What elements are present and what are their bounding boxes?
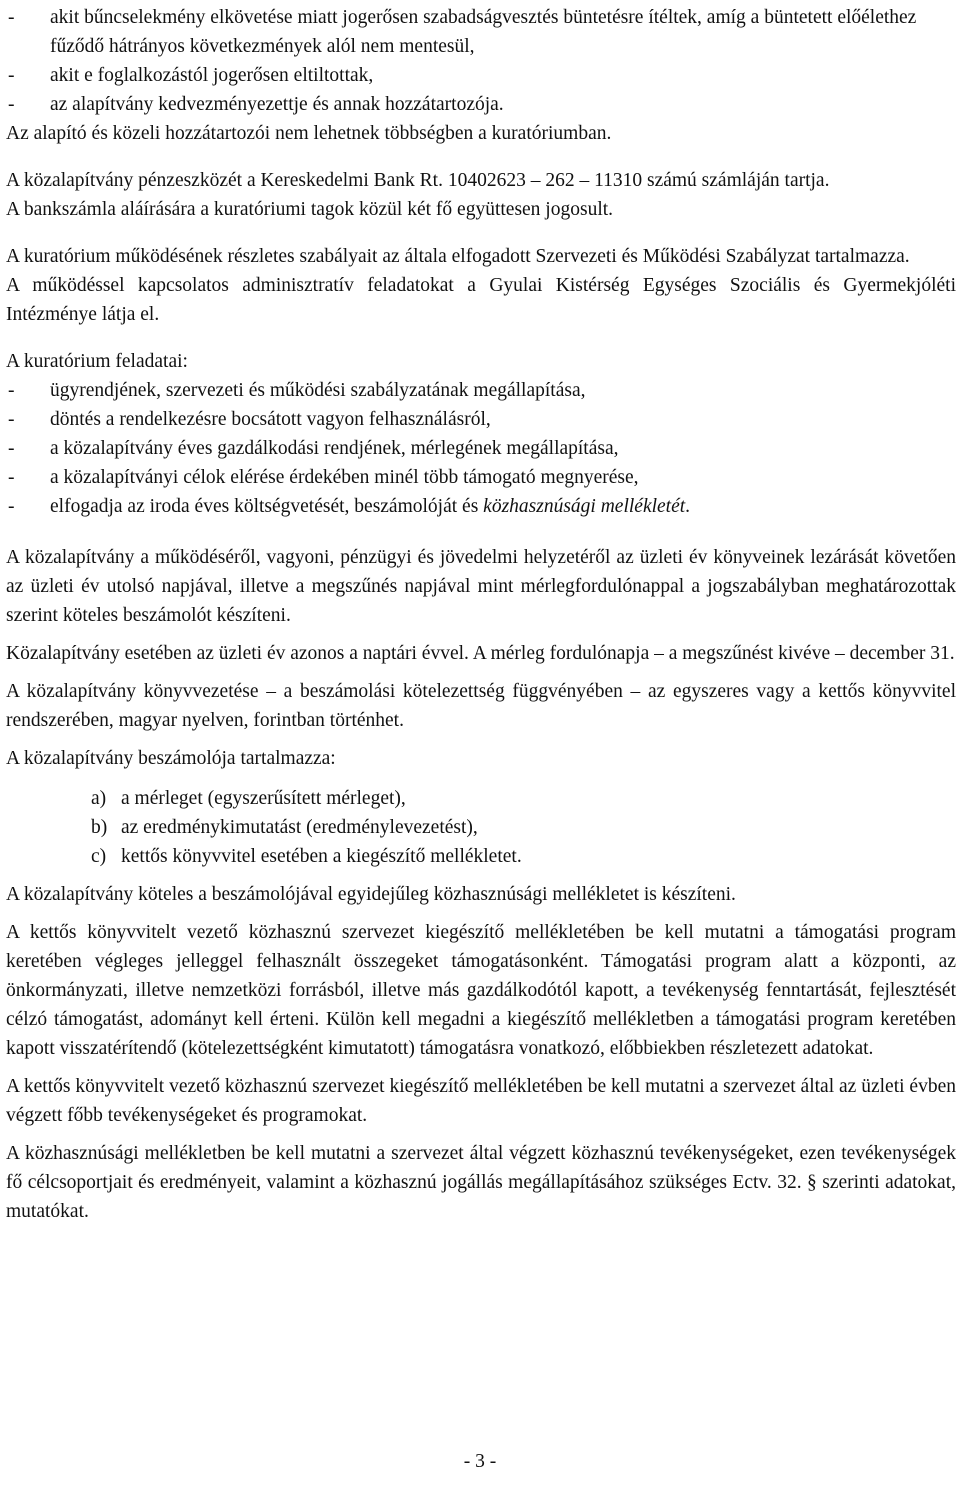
list-item-text-end: . — [685, 496, 691, 517]
list-marker: c) — [91, 846, 107, 867]
list-marker: - — [8, 94, 15, 115]
paragraph-public-benefit-details: A közhasznúsági mellékletben be kell mutatni a szervezet által végzett közhasznú tevékenységeket, ezen tevékenységek fő célcsoportjait és eredményeit, valamint a közhasznú jogállás megállapításához szükséges Ectv. 32. § szerinti adatokat, mutatókat. — [6, 1143, 956, 1222]
list-item — [6, 90, 956, 119]
list-marker: b) — [91, 817, 108, 838]
list-item-text: ügyrendjének, szervezeti és működési szabályzatának megállapítása, — [50, 380, 586, 401]
list-item — [91, 813, 956, 842]
list-marker: - — [8, 380, 15, 401]
paragraph-administration: A működéssel kapcsolatos adminisztratív feladatokat a Gyulai Kistérség Egységes Szociális és Gyermekjóléti Intézménye látja el. — [6, 275, 956, 325]
list-item — [6, 434, 956, 463]
list-item-text: az alapítvány kedvezményezettje és annak hozzátartozója. — [50, 94, 504, 115]
list-marker: - — [8, 409, 15, 430]
paragraph-public-benefit-annex: A közalapítvány köteles a beszámolójával egyidejűleg közhasznúsági mellékletet is készíteni. — [6, 884, 736, 905]
list-item — [91, 784, 956, 813]
paragraph-founder: Az alapító és közeli hozzátartozói nem lehetnek többségben a kuratóriumban. — [6, 123, 612, 144]
report-contents-section — [6, 744, 956, 871]
list-item-text: az eredménykimutatást (eredménylevezetést), — [121, 817, 478, 838]
list-item-text: a mérleget (egyszerűsített mérleget), — [121, 788, 406, 809]
page-number: - 3 - — [463, 1451, 497, 1472]
tasks-section — [6, 347, 956, 521]
list-item — [6, 492, 956, 521]
list-item-text: kettős könyvvitel esetében a kiegészítő mellékletet. — [121, 846, 522, 867]
list-item-text — [50, 492, 956, 521]
document-page — [6, 3, 956, 1226]
list-item — [6, 463, 956, 492]
list-item — [6, 376, 956, 405]
list-marker: - — [8, 438, 15, 459]
list-item-text: akit e foglalkozástól jogerősen eltiltottak, — [50, 65, 374, 86]
paragraph-report-obligation: A közalapítvány a működéséről, vagyoni, pénzügyi és jövedelmi helyzetéről az üzleti év könyveinek lezárását követően az üzleti év utolsó napjával, illetve a megszűnés napjával mint mérlegfordulónappal a jogszabályban meghatározottak szerint köteles beszámolót készíteni. — [6, 547, 956, 626]
list-item — [6, 405, 956, 434]
report-contents-heading: A közalapítvány beszámolója tartalmazza: — [6, 748, 336, 769]
list-marker: - — [8, 496, 15, 517]
list-item — [6, 3, 956, 61]
list-marker: - — [8, 65, 15, 86]
tasks-heading: A kuratórium feladatai: — [6, 351, 188, 372]
intro-list — [6, 3, 956, 119]
paragraph-bookkeeping: A közalapítvány könyvvezetése – a beszámolási kötelezettség függvényében – az egyszeres vagy a kettős könyvvitel rendszerében, magyar nyelven, forintban történhet. — [6, 681, 956, 731]
paragraph-double-entry-activities: A kettős könyvvitelt vezető közhasznú szervezet kiegészítő mellékletében be kell mutatni a szervezet által az üzleti évben végzett főbb tevékenységeket és programokat. — [6, 1076, 956, 1126]
list-marker: - — [8, 467, 15, 488]
list-marker: a) — [91, 788, 107, 809]
paragraph-fiscal-year: Közalapítvány esetében az üzleti év azonos a naptári évvel. A mérleg fordulónapja – a megszűnést kivéve – december 31. — [6, 643, 955, 664]
paragraph-double-entry-support: A kettős könyvvitelt vezető közhasznú szervezet kiegészítő mellékletében be kell mutatni a támogatási program keretében végleges jelleggel felhasznált összegeket támogatásonként. Támogatási program alatt a központi, az önkormányzati, illetve nemzetközi forrásból, illetve más gazdálkodótól kapott, a tevékenység fenntartását, fejlesztését célzó támogatást, adományt kell érteni. Külön kell megadni a kiegészítő mellékletben a támogatási program keretében kapott visszatérítendő (kötelezettségként kimutatott) támogatásra vonatkozó, előbbiekben részletezett adatokat. — [6, 922, 956, 1059]
italic-term: közhasznúsági mellékletét — [483, 496, 686, 517]
paragraph-bank-account: A közalapítvány pénzeszközét a Kereskedelmi Bank Rt. 10402623 – 262 – 11310 számú számláján tartja. — [6, 170, 830, 191]
list-item-text: akit bűncselekmény elkövetése miatt jogerősen szabadságvesztés büntetésre ítéltek, amíg a büntetett előélethez fűződő hátrányos következmények alól nem mentesül, — [50, 7, 917, 57]
report-contents-list — [6, 784, 956, 871]
list-item-text: a közalapítványi célok elérése érdekében minél több támogató megnyerése, — [50, 467, 639, 488]
list-item-text-part: elfogadja az iroda éves költségvetését, beszámolóját és — [50, 496, 484, 517]
paragraph-rules: A kuratórium működésének részletes szabályait az általa elfogadott Szervezeti és Működési Szabályzat tartalmazza. — [6, 246, 910, 267]
list-item-text: döntés a rendelkezésre bocsátott vagyon felhasználásról, — [50, 409, 491, 430]
list-marker: - — [8, 7, 15, 28]
paragraph-bank-signature: A bankszámla aláírására a kuratóriumi tagok közül két fő együttesen jogosult. — [6, 199, 614, 220]
list-item — [91, 842, 956, 871]
list-item — [6, 61, 956, 90]
list-item-text: a közalapítvány éves gazdálkodási rendjének, mérlegének megállapítása, — [50, 438, 619, 459]
